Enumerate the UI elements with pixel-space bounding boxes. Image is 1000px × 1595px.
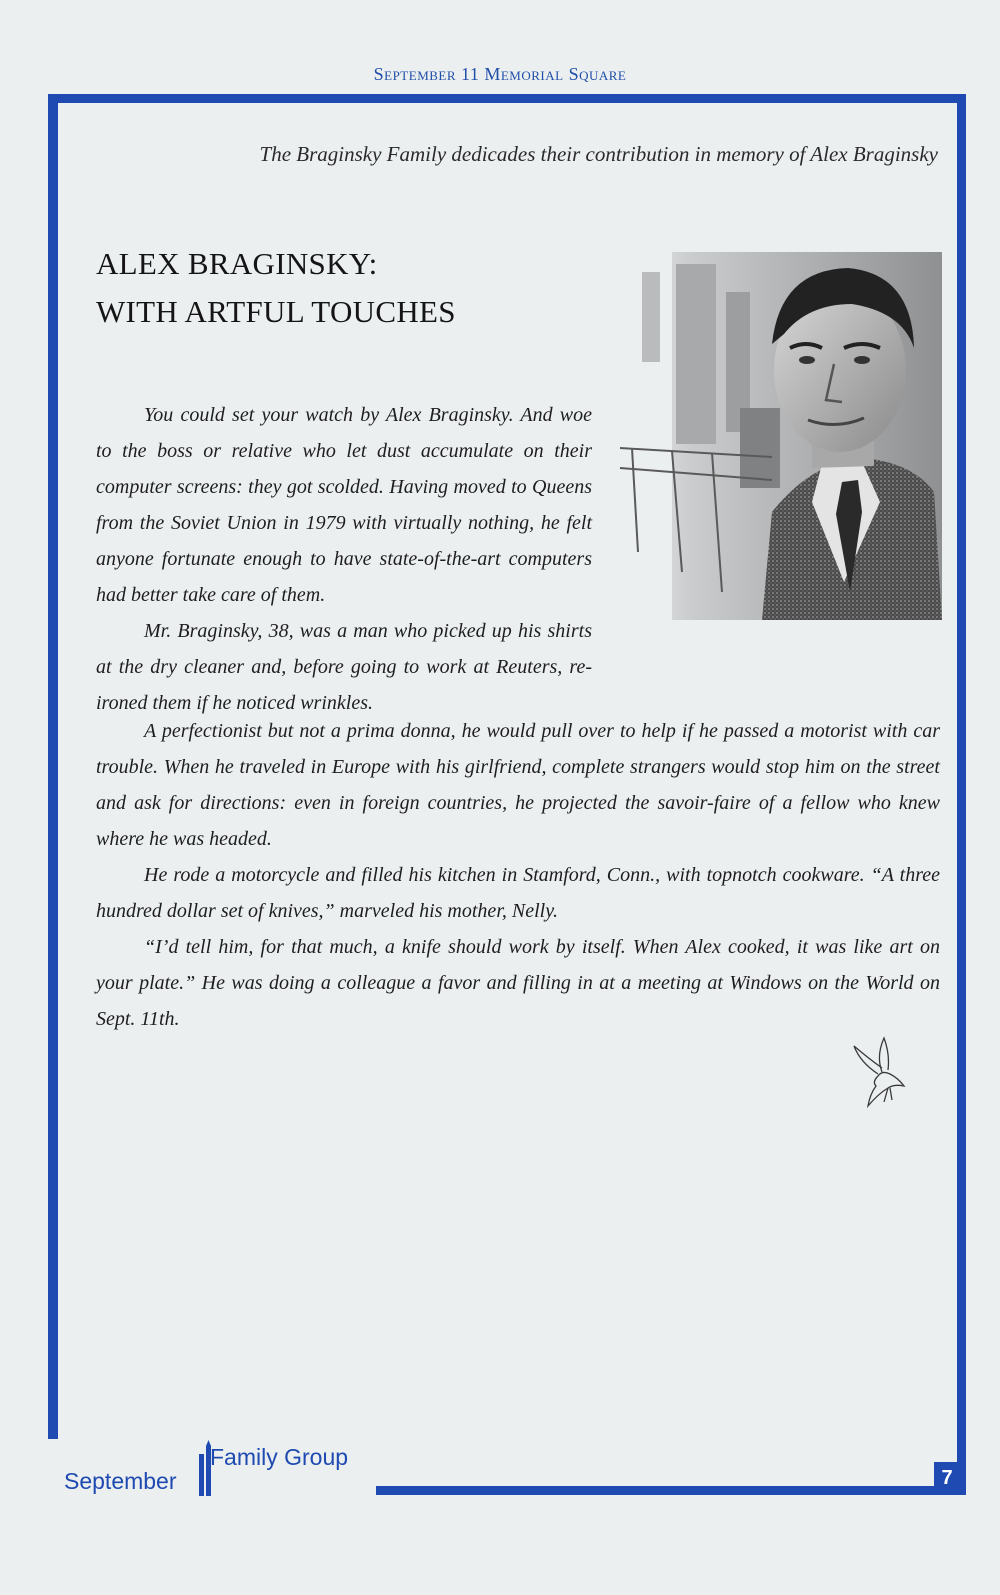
article-title [96,240,456,336]
footer-logo [64,1440,374,1500]
article-body-wrapped [96,397,592,721]
frame-top-border [48,94,965,103]
dedication-line: The Braginsky Family dedicades their contribution in memory of Alex Braginsky [259,142,938,166]
paragraph-3: A perfectionist but not a prima donna, he would pull over to help if he passed a motorist with car trouble. When he traveled in Europe with his girlfriend, complete strangers would stop him on the street and ask for directions: even in foreign countries, he projected the savoir-faire of a fellow who knew where he was headed. [96,720,940,850]
paragraph-2: Mr. Braginsky, 38, was a man who picked up his shirts at the dry cleaner and, before going to work at Reuters, re-ironed them if he noticed wrinkles. [96,620,592,714]
page-number: 7 [934,1462,960,1494]
frame-bottom-border [376,1486,966,1495]
running-head: September 11 Memorial Square [373,64,627,84]
dove-icon [848,1032,910,1114]
article-body-full [96,713,940,1037]
portrait-photo [612,252,942,620]
paragraph-5: “I’d tell him, for that much, a knife should work by itself. When Alex cooked, it was like art on your plate.” He was doing a colleague a favor and filling in at a meeting at Windows on the World on Sept. 11th. [96,936,940,1030]
title-line-2: WITH ARTFUL TOUCHES [96,294,456,329]
paragraph-4: He rode a motorcycle and filled his kitchen in Stamford, Conn., with topnotch cookware. “A three hundred dollar set of knives,” marveled his mother, Nelly. [96,864,940,922]
paragraph-1: You could set your watch by Alex Braginsky. And woe to the boss or relative who let dust accumulate on their computer screens: they got scolded. Having moved to Queens from the Soviet Union in 1979 with virtually nothing, he felt anyone fortunate enough to have state-of-the-art computers had better take care of them. [96,404,592,606]
title-line-1: ALEX BRAGINSKY: [96,246,378,281]
logo-text-family-group: Family Group [210,1444,349,1470]
frame-right-border [957,94,966,1494]
frame-left-border [48,94,58,1439]
logo-text-september: September [64,1468,177,1494]
